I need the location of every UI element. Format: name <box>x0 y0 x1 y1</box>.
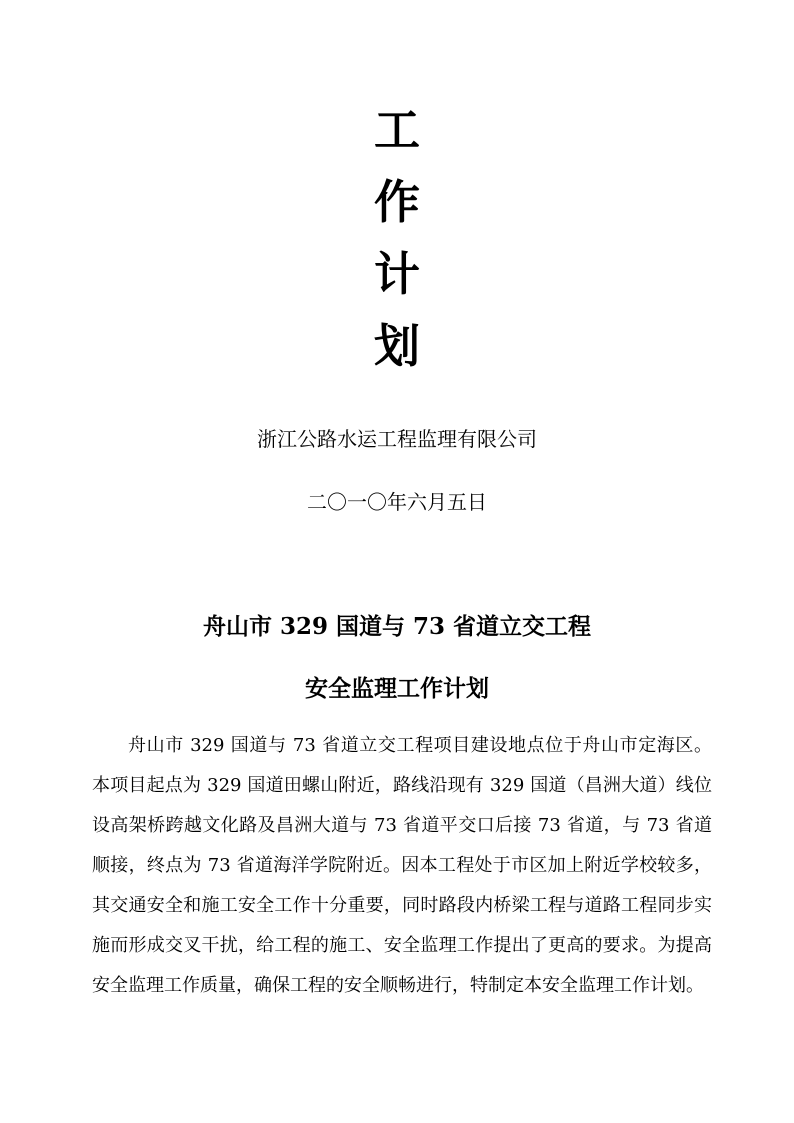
company-name: 浙江公路水运工程监理有限公司 <box>257 427 537 451</box>
cover-title-char: 作 <box>374 175 420 229</box>
plan-title: 安全监理工作计划 <box>305 675 489 702</box>
intro-paragraph: 舟山市 329 国道与 73 省道立交工程项目建设地点位于舟山市定海区。本项目起点为 329 国道田螺山附近，路线沿现有 329 国道（昌洲大道）线位设高架桥跨越文化路及昌洲大道与 73 省道平交口后接 73 省道，与 73 省道顺接，终点为 73 省道海洋学院附近。因本工程处于市区加上附近学校较多，其交通安全和施工安全工作十分重要，同时路段内桥梁工程与道路工程同步实施而形成交叉干扰，给工程的施工、安全监理工作提出了更高的要求。为提高安全监理工作质量，确保工程的安全顺畅进行，特制定本安全监理工作计划。 <box>92 735 712 996</box>
project-title: 舟山市 329 国道与 73 省道立交工程 <box>202 613 592 640</box>
cover-title-char: 工 <box>374 103 420 157</box>
cover-title-char: 计 <box>374 247 420 301</box>
cover-title <box>0 100 794 376</box>
document-date: 二〇一〇年六月五日 <box>307 490 487 514</box>
cover-title-char: 划 <box>374 319 420 373</box>
